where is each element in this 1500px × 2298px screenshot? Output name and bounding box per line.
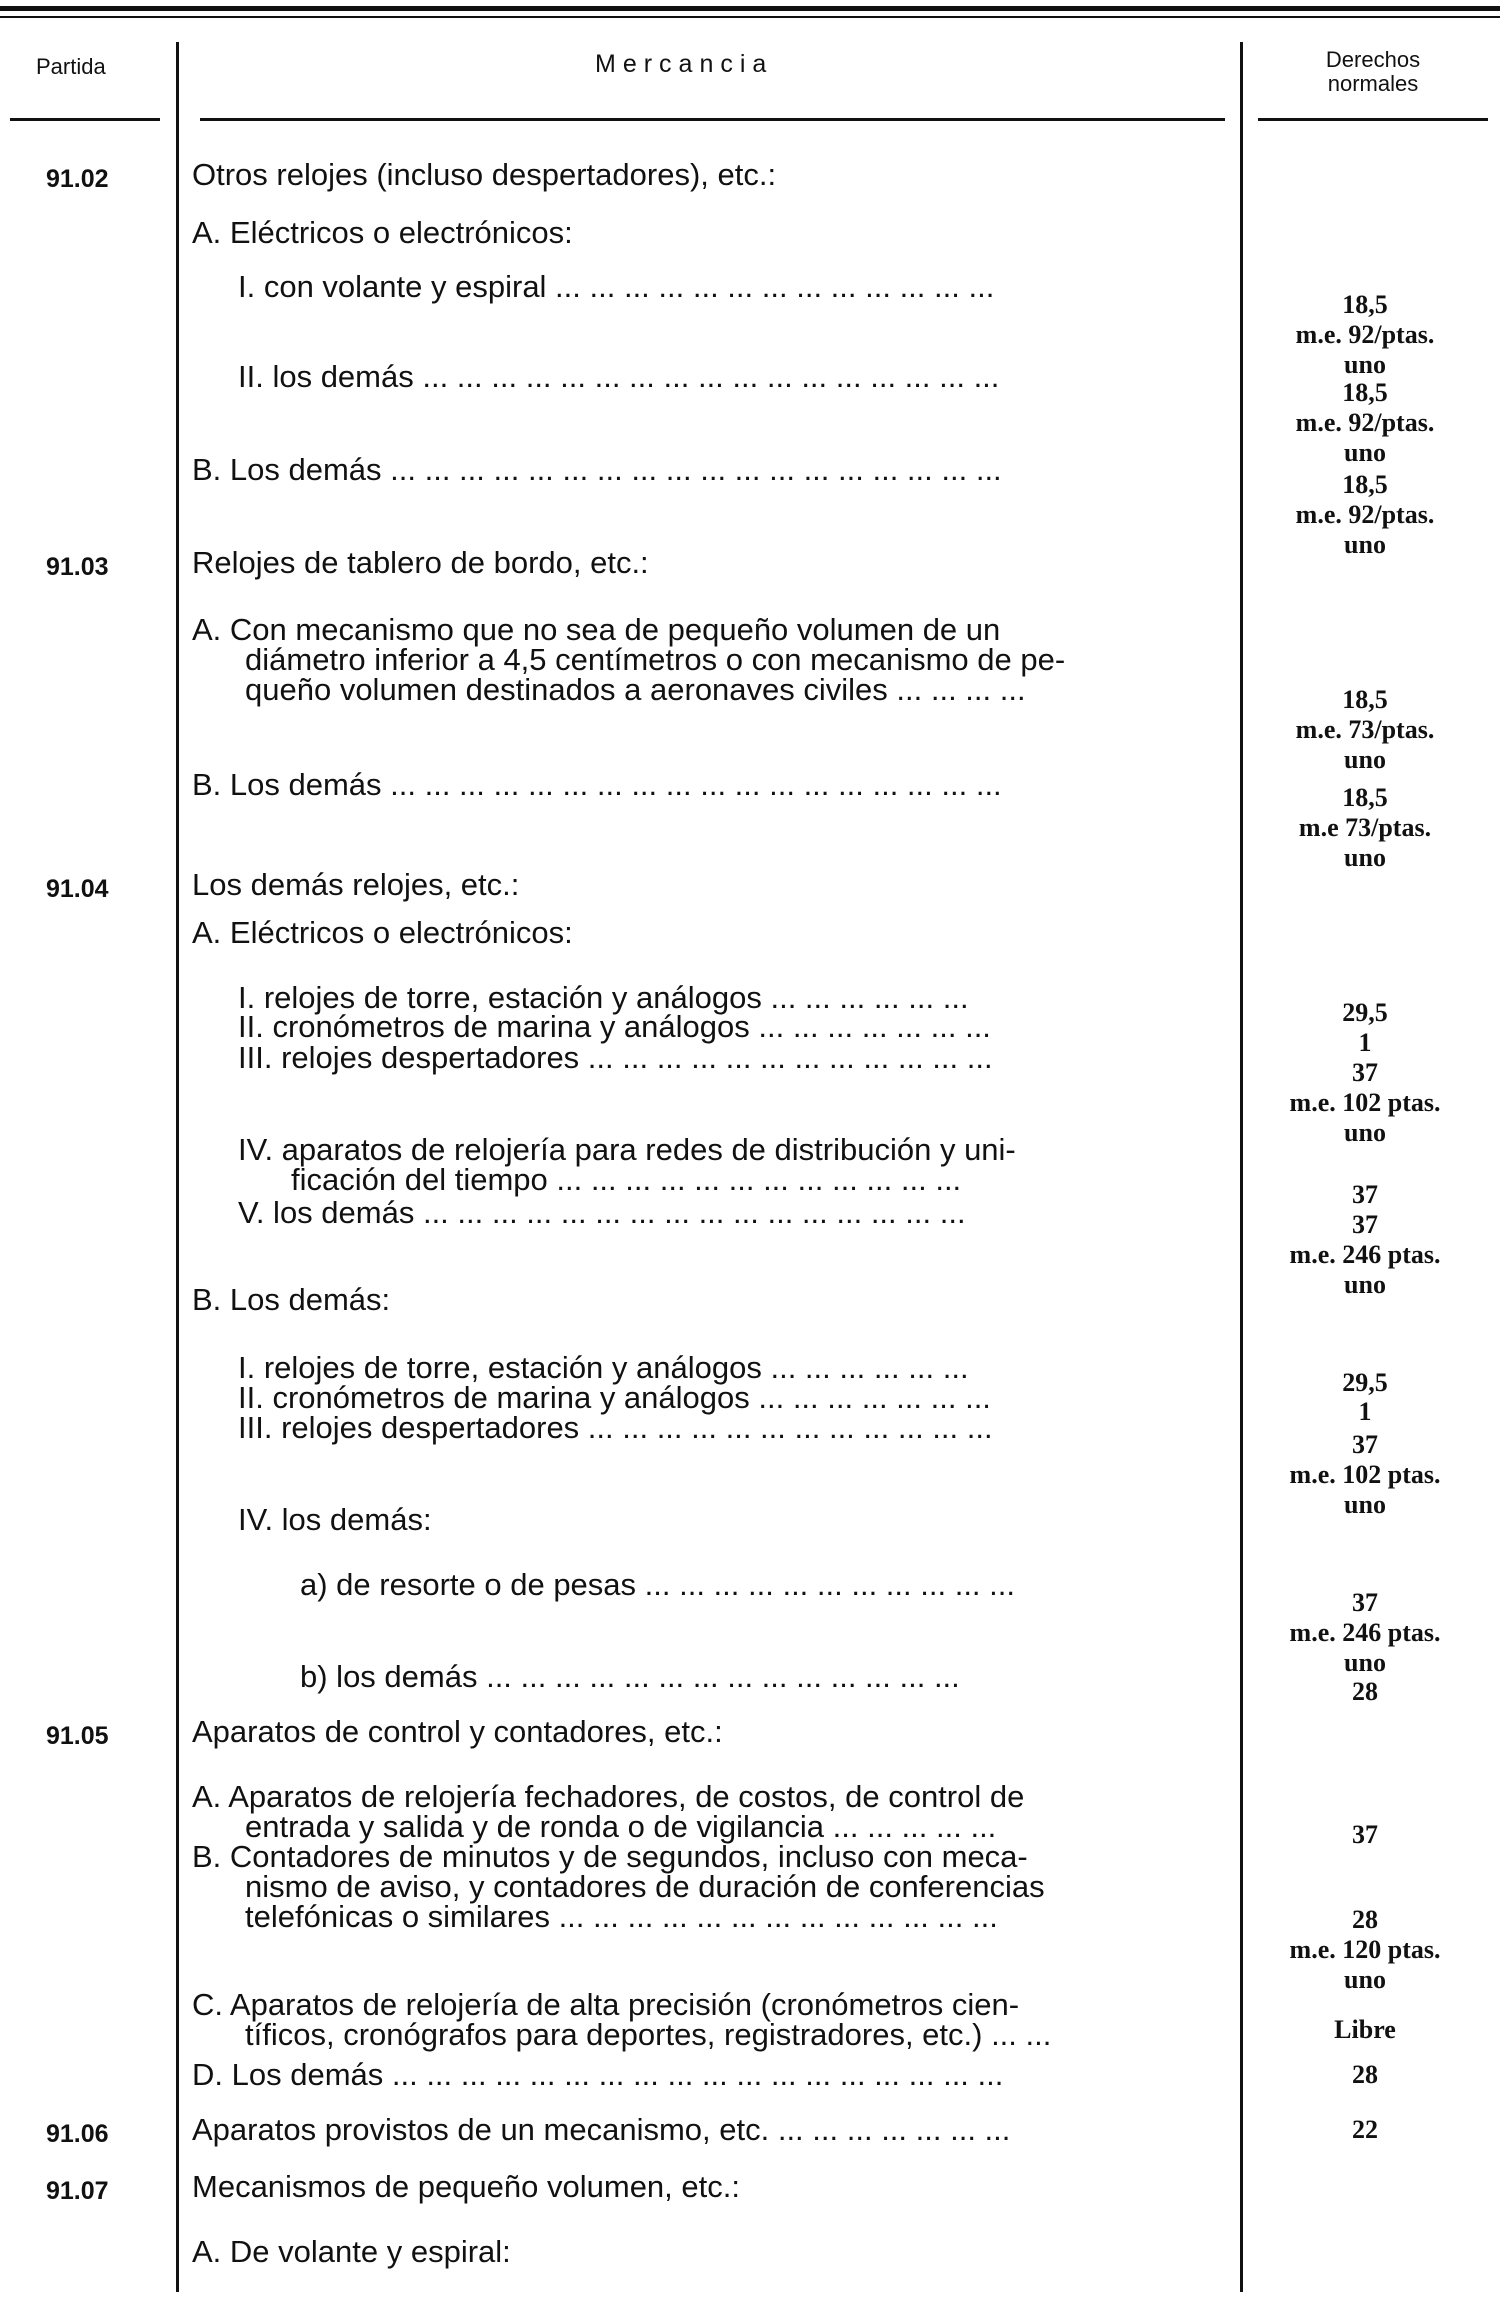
header-underline-middle — [200, 118, 1225, 121]
duty-value: m.e. 92/ptas. — [1295, 500, 1435, 529]
merchandise-description-line: telefónicas o similares ... ... ... ... ... ... ... ... ... ... ... ... ... — [245, 1899, 998, 1934]
merchandise-description: A. Eléctricos o electrónicos: — [192, 915, 573, 950]
top-rule-thick — [0, 6, 1500, 11]
duty-value: 37 — [1352, 1058, 1378, 1087]
merchandise-description: D. Los demás ... ... ... ... ... ... ... ... ... ... ... ... ... ... ... ... ... ... — [192, 2057, 1004, 2092]
duty-value: m.e. 120 ptas. — [1289, 1935, 1441, 1964]
header-underline-left — [10, 118, 160, 121]
duty-value: uno — [1344, 530, 1386, 559]
duty-value: 22 — [1352, 2115, 1378, 2144]
duty-value: uno — [1344, 1965, 1386, 1994]
merchandise-description: Otros relojes (incluso despertadores), etc.: — [192, 157, 777, 192]
duty-value: uno — [1344, 1490, 1386, 1519]
duty-value: 1 — [1358, 1397, 1372, 1426]
partida-number: 91.02 — [46, 165, 109, 193]
merchandise-description-line: diámetro inferior a 4,5 centímetros o con mecanismo de pe- — [245, 642, 1066, 677]
merchandise-description-line: IV. aparatos de relojería para redes de distribución y uni- — [238, 1132, 1016, 1167]
duty-value: m.e. 73/ptas. — [1295, 715, 1435, 744]
merchandise-description-line: queño volumen destinados a aeronaves civiles ... ... ... ... — [245, 672, 1026, 707]
header-derechos — [1258, 48, 1488, 96]
duty-value: 29,5 — [1342, 1368, 1388, 1397]
merchandise-description-line: entrada y salida y de ronda o de vigilancia ... ... ... ... ... — [245, 1809, 997, 1844]
duty-value: 18,5 — [1342, 290, 1388, 319]
duty-value: 18,5 — [1342, 783, 1388, 812]
top-rule-thin — [0, 16, 1500, 18]
duty-value: uno — [1344, 745, 1386, 774]
header-derechos-line1: Derechos — [1325, 47, 1421, 72]
column-divider-right — [1240, 42, 1243, 2292]
partida-number: 91.07 — [46, 2177, 109, 2205]
partida-number: 91.06 — [46, 2120, 109, 2148]
duty-value: 28 — [1352, 1905, 1378, 1934]
merchandise-description-line: tíficos, cronógrafos para deportes, registradores, etc.) ... ... — [245, 2017, 1052, 2052]
merchandise-description: b) los demás ... ... ... ... ... ... ... ... ... ... ... ... ... ... — [300, 1659, 960, 1694]
duty-value: m.e. 92/ptas. — [1295, 408, 1435, 437]
merchandise-description: Mecanismos de pequeño volumen, etc.: — [192, 2169, 740, 2204]
merchandise-description: IV. los demás: — [238, 1502, 432, 1537]
merchandise-description: II. cronómetros de marina y análogos ... ... ... ... ... ... ... — [238, 1380, 991, 1415]
merchandise-description: II. los demás ... ... ... ... ... ... ... ... ... ... ... ... ... ... ... ... ... — [238, 359, 1000, 394]
duty-value: uno — [1344, 438, 1386, 467]
column-divider-left — [176, 42, 179, 2292]
merchandise-description: B. Los demás ... ... ... ... ... ... ... ... ... ... ... ... ... ... ... ... ... ... — [192, 767, 1002, 802]
duty-value: 37 — [1352, 1430, 1378, 1459]
header-mercancia: Mercancia — [595, 50, 774, 78]
partida-number: 91.04 — [46, 875, 109, 903]
duty-value: m.e 73/ptas. — [1298, 813, 1432, 842]
merchandise-description: I. con volante y espiral ... ... ... ... ... ... ... ... ... ... ... ... ... — [238, 269, 995, 304]
merchandise-description: II. cronómetros de marina y análogos ... ... ... ... ... ... ... — [238, 1009, 991, 1044]
duty-value: 37 — [1352, 1210, 1378, 1239]
merchandise-description: Aparatos provistos de un mecanismo, etc. ... ... ... ... ... ... ... — [192, 2112, 1011, 2147]
merchandise-description: Aparatos de control y contadores, etc.: — [192, 1714, 723, 1749]
merchandise-description: III. relojes despertadores ... ... ... ... ... ... ... ... ... ... ... ... — [238, 1040, 993, 1075]
merchandise-description: B. Los demás ... ... ... ... ... ... ... ... ... ... ... ... ... ... ... ... ... ... — [192, 452, 1002, 487]
duty-value: m.e. 246 ptas. — [1289, 1240, 1441, 1269]
duty-value: 37 — [1352, 1588, 1378, 1617]
duty-value: 28 — [1352, 2060, 1378, 2089]
duty-value: 1 — [1358, 1028, 1372, 1057]
duty-value: m.e. 102 ptas. — [1289, 1088, 1441, 1117]
merchandise-description: A. De volante y espiral: — [192, 2234, 511, 2269]
duty-value: Libre — [1334, 2015, 1396, 2044]
merchandise-description-line: ficación del tiempo ... ... ... ... ... ... ... ... ... ... ... ... — [291, 1162, 962, 1197]
header-derechos-line2: normales — [1327, 71, 1419, 96]
merchandise-description-line: C. Aparatos de relojería de alta precisión (cronómetros cien- — [192, 1987, 1020, 2022]
partida-number: 91.03 — [46, 553, 109, 581]
duty-value: 18,5 — [1342, 685, 1388, 714]
duty-value: uno — [1344, 1648, 1386, 1677]
merchandise-description: I. relojes de torre, estación y análogos ... ... ... ... ... ... — [238, 980, 969, 1015]
merchandise-description: V. los demás ... ... ... ... ... ... ... ... ... ... ... ... ... ... ... ... — [238, 1195, 966, 1230]
duty-value: uno — [1344, 1270, 1386, 1299]
duty-value: m.e. 246 ptas. — [1289, 1618, 1441, 1647]
merchandise-description: Relojes de tablero de bordo, etc.: — [192, 545, 649, 580]
merchandise-description: a) de resorte o de pesas ... ... ... ... ... ... ... ... ... ... ... — [300, 1567, 1015, 1602]
header-underline-right — [1258, 118, 1488, 121]
merchandise-description: I. relojes de torre, estación y análogos ... ... ... ... ... ... — [238, 1350, 969, 1385]
duty-value: uno — [1344, 1118, 1386, 1147]
duty-value: 37 — [1352, 1180, 1378, 1209]
duty-value: 18,5 — [1342, 470, 1388, 499]
merchandise-description: B. Los demás: — [192, 1282, 391, 1317]
duty-value: 37 — [1352, 1820, 1378, 1849]
merchandise-description: Los demás relojes, etc.: — [192, 867, 520, 902]
duty-value: m.e. 92/ptas. — [1295, 320, 1435, 349]
merchandise-description: A. Eléctricos o electrónicos: — [192, 215, 573, 250]
merchandise-description: III. relojes despertadores ... ... ... ... ... ... ... ... ... ... ... ... — [238, 1410, 993, 1445]
partida-number: 91.05 — [46, 1722, 109, 1750]
duty-value: 29,5 — [1342, 998, 1388, 1027]
merchandise-description-line: A. Con mecanismo que no sea de pequeño volumen de un — [192, 612, 1001, 647]
merchandise-description-line: A. Aparatos de relojería fechadores, de costos, de control de — [192, 1779, 1025, 1814]
duty-value: uno — [1344, 843, 1386, 872]
duty-value: m.e. 102 ptas. — [1289, 1460, 1441, 1489]
merchandise-description-line: nismo de aviso, y contadores de duración de conferencias — [245, 1869, 1045, 1904]
duty-value: uno — [1344, 350, 1386, 379]
duty-value: 28 — [1352, 1677, 1378, 1706]
header-partida: Partida — [36, 54, 106, 79]
merchandise-description-line: B. Contadores de minutos y de segundos, incluso con meca- — [192, 1839, 1028, 1874]
duty-value: 18,5 — [1342, 378, 1388, 407]
